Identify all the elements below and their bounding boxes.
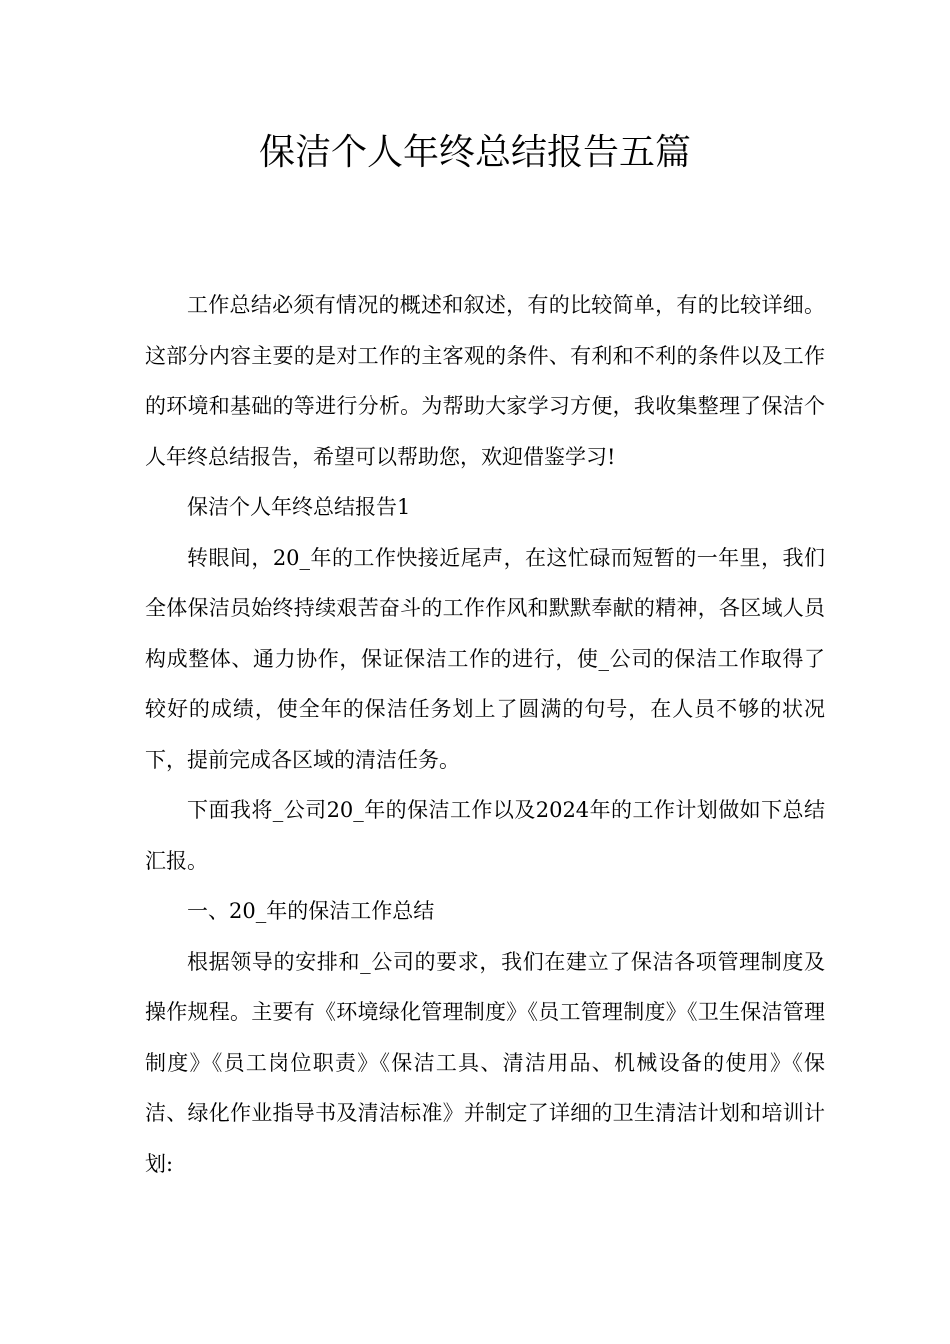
- paragraph-intro: 工作总结必须有情况的概述和叙述，有的比较简单，有的比较详细。这部分内容主要的是对工作的主客观的条件、有利和不利的条件以及工作的环境和基础的等进行分析。为帮助大家学习方便，我收集整理了保洁个人年终总结报告，希望可以帮助您，欢迎借鉴学习!: [145, 293, 825, 469]
- section-heading-report-1: 保洁个人年终总结报告1: [187, 495, 411, 519]
- paragraph-report-intro: 下面我将_公司20_年的保洁工作以及2024年的工作计划做如下总结汇报。: [145, 798, 825, 873]
- paragraph-management-rules: 根据领导的安排和_公司的要求，我们在建立了保洁各项管理制度及操作规程。主要有《环境绿化管理制度》《员工管理制度》《卫生保洁管理制度》《员工岗位职责》《保洁工具、清洁用品、机械设备的使用》《保洁、绿化作业指导书及清洁标准》并制定了详细的卫生清洁计划和培训计划:: [145, 949, 825, 1176]
- document-body: [145, 280, 825, 1189]
- document-title: 保洁个人年终总结报告五篇: [258, 132, 691, 173]
- paragraph-year-review: 转眼间，20_年的工作快接近尾声，在这忙碌而短暂的一年里，我们全体保洁员始终持续艰苦奋斗的工作作风和默默奉献的精神，各区域人员构成整体、通力协作，保证保洁工作的进行，使_公司的保洁工作取得了较好的成绩，使全年的保洁任务划上了圆满的句号，在人员不够的状况下，提前完成各区域的清洁任务。: [145, 545, 825, 772]
- section-heading-work-summary: 一、20_年的保洁工作总结: [187, 899, 435, 923]
